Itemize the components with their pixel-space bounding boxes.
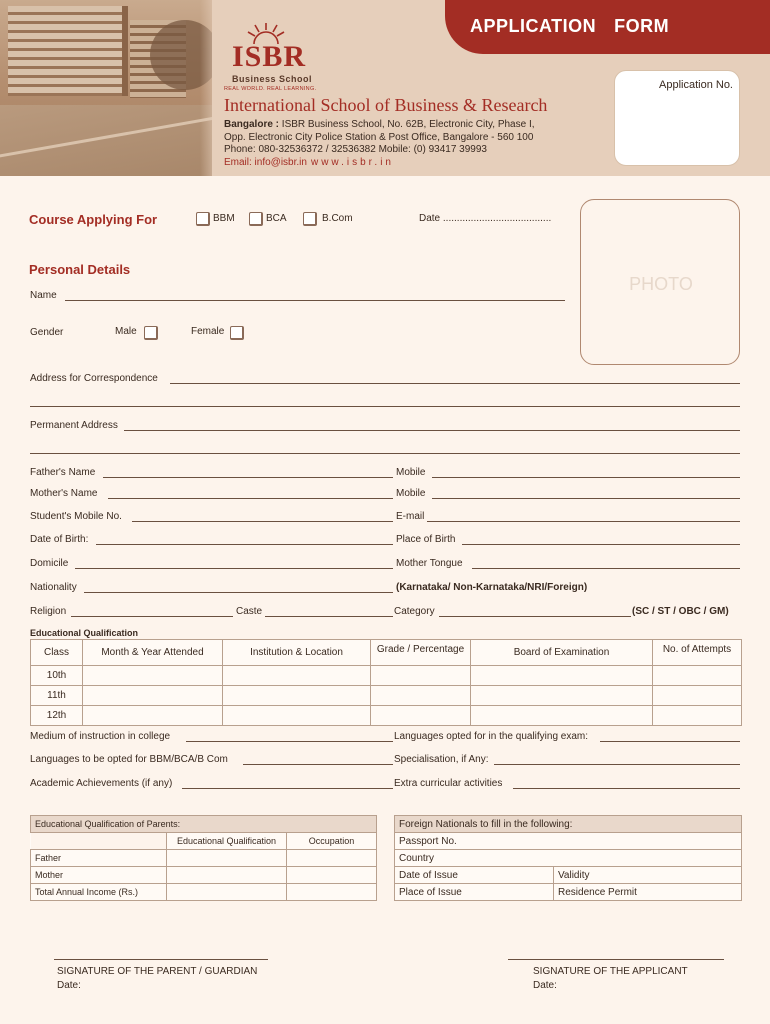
table-cell[interactable] (223, 686, 371, 706)
permanent-address-label: Permanent Address (30, 420, 118, 431)
applicant-signature-field[interactable] (508, 959, 724, 960)
address-correspondence-field-2[interactable] (30, 406, 740, 407)
table-cell[interactable] (371, 666, 471, 686)
nationality-field[interactable] (84, 592, 393, 593)
domicile-label: Domicile (30, 558, 69, 569)
isbr-logo-text: ISBR (232, 40, 307, 73)
mother-tongue-label: Mother Tongue (396, 558, 463, 569)
extra-curricular-label: Extra curricular activities (394, 778, 503, 789)
gender-label: Gender (30, 327, 64, 338)
table-cell[interactable] (653, 686, 742, 706)
table-cell[interactable] (167, 884, 287, 901)
address-line-2: Opp. Electronic City Police Station & Post Office, Bangalore - 560 100 (224, 132, 534, 143)
dob-field[interactable] (96, 544, 393, 545)
col-grade: Grade / Percentage (371, 640, 471, 666)
parent-date-label: Date: (57, 980, 81, 991)
specialisation-label: Specialisation, if Any: (394, 754, 489, 765)
parent-signature-field[interactable] (54, 959, 268, 960)
row-class-label: 11th (31, 686, 83, 706)
mothers-name-field[interactable] (108, 498, 393, 499)
table-row (31, 884, 377, 901)
table-row (31, 686, 742, 706)
name-field[interactable] (65, 300, 565, 301)
address-correspondence-field[interactable] (170, 383, 740, 384)
male-checkbox[interactable] (144, 326, 158, 340)
mother-tongue-field[interactable] (472, 568, 740, 569)
category-options: (SC / ST / OBC / GM) (632, 606, 729, 617)
form-title: APPLICATION FORM (470, 16, 670, 36)
table-row (395, 867, 742, 884)
row-class-label: 10th (31, 666, 83, 686)
place-of-birth-field[interactable] (462, 544, 740, 545)
male-label: Male (115, 326, 137, 337)
table-cell[interactable] (653, 666, 742, 686)
achievements-label: Academic Achievements (if any) (30, 778, 173, 789)
bcom-label: B.Com (322, 213, 353, 224)
validity-field[interactable]: Validity (554, 867, 742, 884)
application-no-field[interactable] (614, 70, 740, 166)
table-row (31, 706, 742, 726)
table-cell[interactable] (83, 706, 223, 726)
photo-box[interactable] (580, 199, 740, 365)
table-cell[interactable] (471, 686, 653, 706)
parents-header-row (31, 833, 377, 850)
qualifying-languages-field[interactable] (600, 741, 740, 742)
table-cell[interactable] (653, 706, 742, 726)
parent-signature-label: SIGNATURE OF THE PARENT / GUARDIAN (57, 966, 258, 977)
name-label: Name (30, 290, 57, 301)
mothers-name-label: Mother's Name (30, 488, 98, 499)
address-correspondence-label: Address for Correspondence (30, 373, 158, 384)
address-line-1: Bangalore : ISBR Business School, No. 62B, Electronic City, Phase I, (224, 119, 535, 130)
table-cell[interactable] (167, 850, 287, 867)
row-father-label: Father (31, 850, 167, 867)
education-title: Educational Qualification (30, 628, 139, 638)
table-cell[interactable] (371, 706, 471, 726)
mother-mobile-field[interactable] (432, 498, 740, 499)
table-cell[interactable] (471, 666, 653, 686)
table-cell[interactable] (371, 686, 471, 706)
date-field[interactable]: Date ....................................... (419, 213, 552, 224)
col-qualification: Educational Qualification (167, 833, 287, 850)
education-table (30, 639, 742, 726)
religion-label: Religion (30, 606, 67, 617)
student-mobile-label: Student's Mobile No. (30, 511, 122, 522)
caste-label: Caste (236, 606, 263, 617)
foreign-title: Foreign Nationals to fill in the following: (395, 816, 742, 833)
application-no-label: Application No. (659, 79, 733, 91)
parents-title: Educational Qualification of Parents: (31, 816, 377, 833)
col-month-year: Month & Year Attended (83, 640, 223, 666)
passport-no-field[interactable]: Passport No. (395, 833, 742, 850)
languages-opted-label: Languages to be opted for BBM/BCA/B Com (30, 754, 228, 765)
personal-details-title: Personal Details (29, 262, 131, 277)
table-row (395, 884, 742, 901)
applicant-signature-label: SIGNATURE OF THE APPLICANT (533, 966, 688, 977)
category-label: Category (394, 606, 435, 617)
fathers-name-field[interactable] (103, 477, 393, 478)
school-name: International School of Business & Research (224, 95, 548, 115)
table-cell[interactable] (223, 706, 371, 726)
col-attempts: No. of Attempts (653, 640, 742, 666)
table-cell[interactable] (471, 706, 653, 726)
bbm-label: BBM (213, 213, 235, 224)
course-section-title: Course Applying For (29, 212, 158, 227)
foreign-nationals-table (394, 815, 742, 901)
table-row (31, 850, 377, 867)
foreign-title-row (395, 816, 742, 833)
table-cell[interactable] (83, 666, 223, 686)
medium-field[interactable] (186, 741, 393, 742)
residence-permit-field[interactable]: Residence Permit (554, 884, 742, 901)
date-of-issue-field[interactable]: Date of Issue (395, 867, 554, 884)
table-row (31, 666, 742, 686)
place-of-birth-label: Place of Birth (396, 534, 456, 545)
table-cell[interactable] (287, 867, 377, 884)
religion-field[interactable] (71, 616, 233, 617)
logo-tagline: REAL WORLD. REAL LEARNING. (224, 86, 317, 92)
table-row (395, 833, 742, 850)
table-cell[interactable] (83, 686, 223, 706)
logo-subtitle: Business School (232, 74, 313, 84)
languages-opted-field[interactable] (243, 764, 393, 765)
bca-label: BCA (266, 213, 287, 224)
permanent-address-field[interactable] (124, 430, 740, 431)
row-mother-label: Mother (31, 867, 167, 884)
email-label: E-mail (396, 511, 425, 522)
country-field[interactable]: Country (395, 850, 742, 867)
female-checkbox[interactable] (230, 326, 244, 340)
achievements-field[interactable] (182, 788, 393, 789)
medium-label: Medium of instruction in college (30, 731, 171, 742)
caste-field[interactable] (265, 616, 393, 617)
mother-mobile-label: Mobile (396, 488, 426, 499)
website-link: www.isbr.in (310, 157, 394, 168)
permanent-address-field-2[interactable] (30, 453, 740, 454)
bcom-checkbox[interactable] (303, 212, 317, 226)
col-institution: Institution & Location (223, 640, 371, 666)
col-class: Class (31, 640, 83, 666)
table-cell[interactable] (223, 666, 371, 686)
col-occupation: Occupation (287, 833, 377, 850)
applicant-date-label: Date: (533, 980, 557, 991)
student-mobile-field[interactable] (132, 521, 393, 522)
place-of-issue-field[interactable]: Place of Issue (395, 884, 554, 901)
row-income-label: Total Annual Income (Rs.) (31, 884, 167, 901)
parents-table (30, 815, 377, 901)
table-row (31, 867, 377, 884)
table-cell[interactable] (167, 867, 287, 884)
specialisation-field[interactable] (494, 764, 740, 765)
email-field[interactable] (427, 521, 740, 522)
father-mobile-field[interactable] (432, 477, 740, 478)
phone-line: Phone: 080-32536372 / 32536382 Mobile: (0) 93417 39993 (224, 144, 487, 155)
table-cell[interactable] (287, 850, 377, 867)
photo-placeholder: PHOTO (629, 274, 693, 294)
email-line: Email: info@isbr.in www.isbr.in (224, 157, 394, 168)
fathers-name-label: Father's Name (30, 467, 96, 478)
parents-title-row (31, 816, 377, 833)
table-cell[interactable] (287, 884, 377, 901)
bbm-checkbox[interactable] (196, 212, 210, 226)
female-label: Female (191, 326, 225, 337)
nationality-options: (Karnataka/ Non-Karnataka/NRI/Foreign) (396, 582, 588, 593)
domicile-field[interactable] (75, 568, 393, 569)
qualifying-languages-label: Languages opted for in the qualifying exam: (394, 731, 589, 742)
father-mobile-label: Mobile (396, 467, 426, 478)
table-row (395, 850, 742, 867)
education-header-row (31, 640, 742, 666)
row-class-label: 12th (31, 706, 83, 726)
extra-curricular-field[interactable] (513, 788, 740, 789)
category-field[interactable] (439, 616, 631, 617)
campus-photo (0, 0, 212, 176)
dob-label: Date of Birth: (30, 534, 89, 545)
col-board: Board of Examination (471, 640, 653, 666)
nationality-label: Nationality (30, 582, 77, 593)
bca-checkbox[interactable] (249, 212, 263, 226)
